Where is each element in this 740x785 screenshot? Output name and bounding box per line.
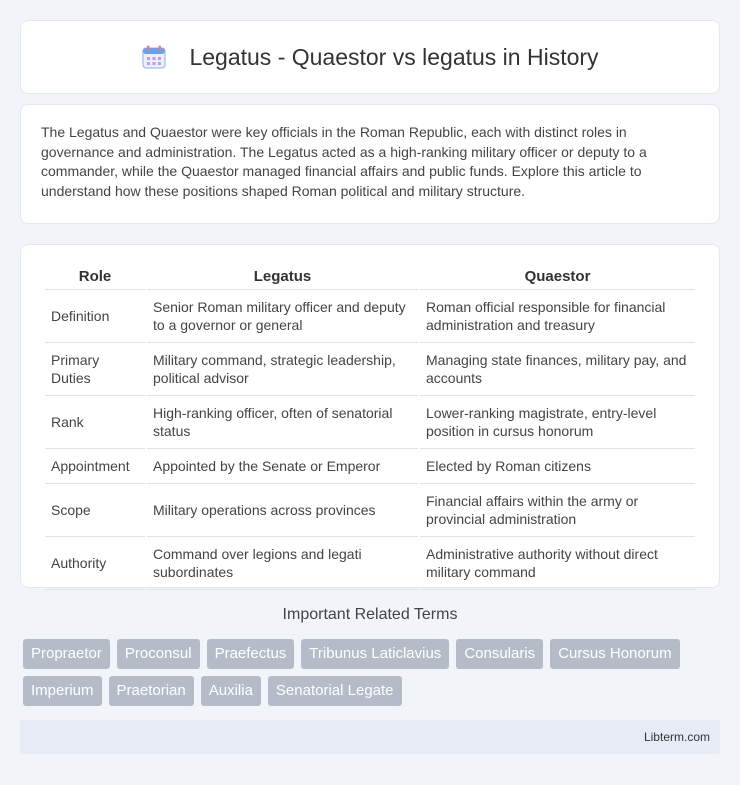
tag-senatorial-legate[interactable]: Senatorial Legate [268, 676, 402, 706]
tag-tribunus-laticlavius[interactable]: Tribunus Laticlavius [301, 639, 449, 669]
tag-cursus-honorum[interactable]: Cursus Honorum [550, 639, 679, 669]
table-header-row [45, 265, 695, 290]
row-label: Definition [45, 290, 145, 343]
header-card [20, 20, 720, 94]
legatus-cell: Appointed by the Senate or Emperor [147, 449, 418, 484]
tag-auxilia[interactable]: Auxilia [201, 676, 261, 706]
row-label: Scope [45, 484, 145, 537]
table-row [45, 484, 695, 537]
tag-consularis[interactable]: Consularis [456, 639, 543, 669]
table-row [45, 290, 695, 343]
related-terms-title: Important Related Terms [282, 606, 458, 623]
comparison-table [43, 265, 697, 590]
column-header-quaestor: Quaestor [420, 265, 695, 290]
intro-text: The Legatus and Quaestor were key officials in the Roman Republic, each with distinct roles in governance and administration. The Legatus acted as a high-ranking military officer or deputy to a commander, while the Quaestor managed financial affairs and public funds. Explore this article to understand how these positions shaped Roman political and military structure. [41, 124, 647, 199]
legatus-cell: Senior Roman military officer and deputy to a governor or general [147, 290, 418, 343]
table-row [45, 343, 695, 396]
intro-card [20, 104, 720, 224]
quaestor-cell: Administrative authority without direct military command [420, 537, 695, 590]
calendar-icon [141, 44, 167, 70]
legatus-cell: Military operations across provinces [147, 484, 418, 537]
quaestor-cell: Managing state finances, military pay, and accounts [420, 343, 695, 396]
table-row [45, 449, 695, 484]
quaestor-cell: Elected by Roman citizens [420, 449, 695, 484]
tag-praefectus[interactable]: Praefectus [207, 639, 295, 669]
table-row [45, 396, 695, 449]
related-terms-section [20, 606, 720, 706]
title-wrap [141, 44, 598, 71]
legatus-cell: Military command, strategic leadership, political advisor [147, 343, 418, 396]
comparison-table-card [20, 244, 720, 588]
row-label: Appointment [45, 449, 145, 484]
tag-imperium[interactable]: Imperium [23, 676, 102, 706]
row-label: Rank [45, 396, 145, 449]
related-terms-tags [20, 639, 720, 706]
legatus-cell: High-ranking officer, often of senatorial status [147, 396, 418, 449]
table-row [45, 537, 695, 590]
quaestor-cell: Financial affairs within the army or provincial administration [420, 484, 695, 537]
page-title: Legatus - Quaestor vs legatus in History [189, 43, 599, 70]
tag-propraetor[interactable]: Propraetor [23, 639, 110, 669]
footer [20, 720, 720, 754]
quaestor-cell: Lower-ranking magistrate, entry-level position in cursus honorum [420, 396, 695, 449]
tag-praetorian[interactable]: Praetorian [109, 676, 194, 706]
row-label: Primary Duties [45, 343, 145, 396]
legatus-cell: Command over legions and legati subordinates [147, 537, 418, 590]
column-header-legatus: Legatus [147, 265, 418, 290]
quaestor-cell: Roman official responsible for financial administration and treasury [420, 290, 695, 343]
footer-site-link[interactable]: Libterm.com [643, 730, 710, 744]
tag-proconsul[interactable]: Proconsul [117, 639, 200, 669]
row-label: Authority [45, 537, 145, 590]
column-header-role: Role [45, 265, 145, 290]
